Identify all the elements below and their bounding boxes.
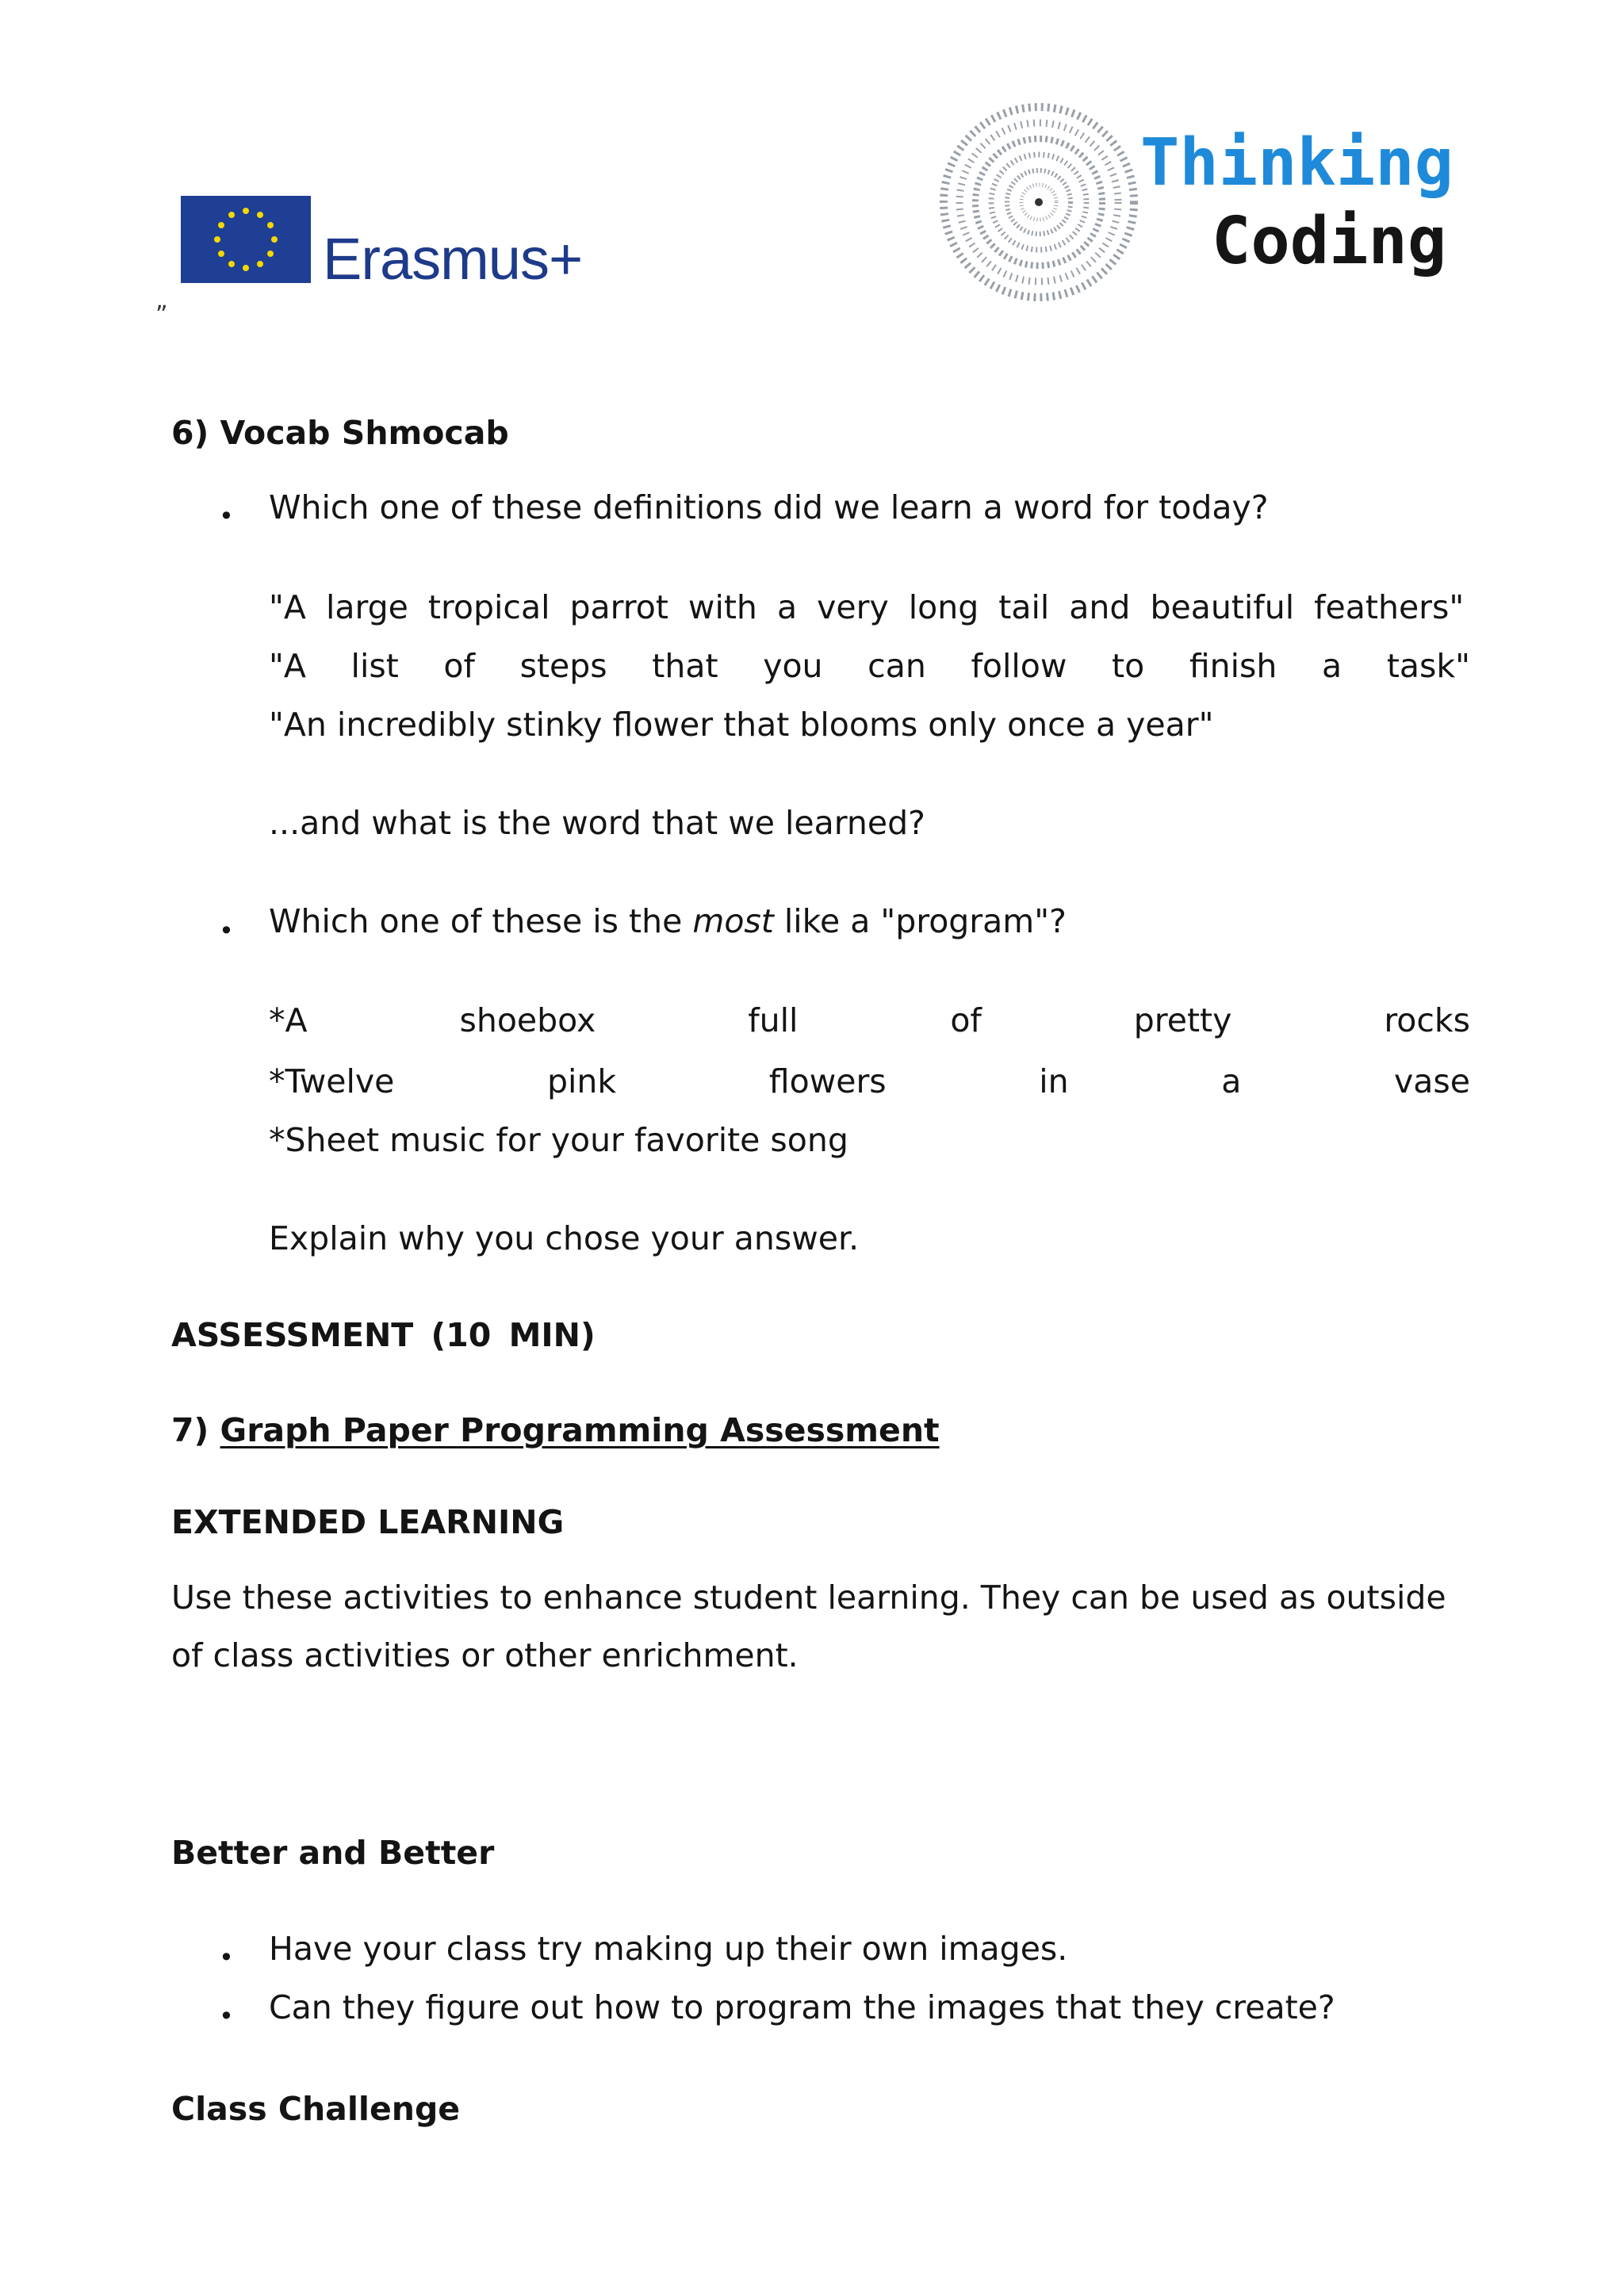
list-item: Have your class try making up their own images. [269, 1930, 1068, 1968]
assessment-link[interactable]: Graph Paper Programming Assessment [220, 1411, 940, 1449]
definition-option: "A large tropical parrot with a very long tail and beautiful feathers" [269, 588, 1465, 626]
bullet-icon: • [219, 501, 234, 531]
erasmus-logo-text: Erasmus+ [323, 226, 583, 292]
stray-quote-mark: ” [155, 301, 168, 329]
extended-learning-heading: EXTENDED LEARNING [171, 1503, 565, 1541]
bullet-icon: • [219, 1942, 234, 1973]
binary-circle-logo-icon [936, 99, 1142, 305]
emphasis-most: most [692, 902, 774, 940]
program-option: *Twelve pink flowers in a vase [269, 1062, 1470, 1100]
followup-question: ...and what is the word that we learned? [269, 804, 925, 842]
assessment-item: 7) Graph Paper Programming Assessment [171, 1411, 940, 1449]
eu-flag-logo [181, 196, 311, 283]
list-item: Can they figure out how to program the images that they create? [269, 1988, 1335, 2026]
question-definitions: Which one of these definitions did we learn a word for today? [269, 488, 1269, 526]
assessment-heading: ASSESSMENT (10 MIN) [171, 1316, 596, 1354]
eu-stars-icon [181, 196, 311, 283]
definition-option: "An incredibly stinky flower that blooms only once a year" [269, 706, 1214, 744]
thinking-logo-text: Thinking [1140, 125, 1454, 201]
class-challenge-heading: Class Challenge [171, 2090, 461, 2128]
question-program: Which one of these is the most like a "program"? [269, 902, 1067, 940]
bullet-icon: • [219, 916, 234, 946]
extended-learning-paragraph: Use these activities to enhance student learning. They can be used as outside [171, 1578, 1446, 1617]
coding-logo-text: Coding [1212, 204, 1447, 279]
definition-option: "A list of steps that you can follow to finish a task" [269, 647, 1470, 685]
extended-learning-paragraph: of class activities or other enrichment. [171, 1636, 799, 1674]
section-heading-vocab: 6) Vocab Shmocab [171, 414, 509, 452]
program-option: *A shoebox full of pretty rocks [269, 1001, 1470, 1039]
explain-prompt: Explain why you chose your answer. [269, 1219, 860, 1257]
program-option: *Sheet music for your favorite song [269, 1121, 848, 1159]
better-heading: Better and Better [171, 1834, 495, 1872]
bullet-icon: • [219, 2001, 234, 2031]
